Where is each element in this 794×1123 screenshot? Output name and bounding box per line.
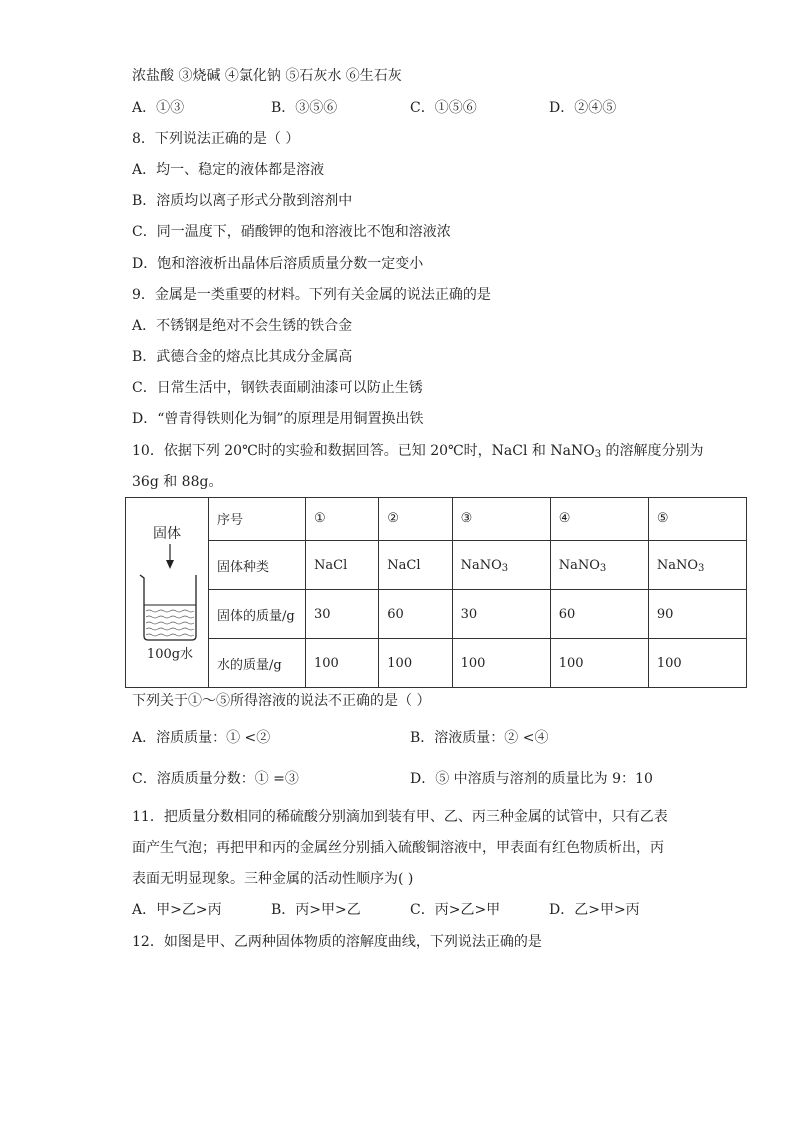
solid-type-3-sub: 3 [501,562,509,574]
q8-option-a: A．均一、稳定的液体都是溶液 [132,162,325,178]
water-mass-5: 100 [648,639,746,688]
number-2: ② [379,498,452,541]
solid-type-3-main: NaNO [460,557,502,573]
q7-option-d: D．②④⑤ [549,100,617,116]
water-mass-1: 100 [306,639,379,688]
q7-option-b: B．③⑤⑥ [271,100,338,116]
q11-option-a: A．甲>乙>丙 [132,902,222,918]
beaker-figure-cell [126,498,209,688]
number-3: ③ [452,498,550,541]
q10-stem-line1 [132,442,704,460]
water-hatching [146,610,194,636]
q9-option-c: C．日常生活中，钢铁表面刷油漆可以防止生锈 [132,380,423,396]
q7-option-c: C．①⑤⑥ [410,100,477,116]
solid-type-1 [306,540,379,590]
q11-option-b: B．丙>甲>乙 [271,902,361,918]
solid-mass-3: 30 [452,590,550,639]
solid-mass-4: 60 [550,590,648,639]
water-label: 100g水 [146,647,194,662]
number-4: ④ [550,498,648,541]
water-mass-2: 100 [379,639,452,688]
q11-stem-line1: 11．把质量分数相同的稀硫酸分别滴加到装有甲、乙、丙三种金属的试管中，只有乙表 [132,809,668,825]
q10-stem-pre: 10．依据下列 20℃时的实验和数据回答。已知 20℃时，NaCl 和 NaNO [132,443,595,459]
q8-option-c: C．同一温度下，硝酸钾的饱和溶液比不饱和溶液浓 [132,224,451,240]
q10-option-b: B．溶液质量：② <④ [410,730,549,746]
q8-stem: 8．下列说法正确的是（ ） [132,131,300,147]
q9-option-b: B．武德合金的熔点比其成分金属高 [132,349,353,365]
solid-type-5-sub: 3 [697,562,705,574]
number-5: ⑤ [648,498,746,541]
solid-type-1-main: NaCl [314,557,348,573]
q11-stem-line2: 面产生气泡；再把甲和丙的金属丝分别插入硫酸铜溶液中，甲表面有红色物质析出，丙 [132,840,664,856]
q11-option-d: D．乙>甲>丙 [549,902,640,918]
q10-option-c: C．溶质质量分数：① =③ [132,771,299,787]
solid-type-5-main: NaNO [656,557,698,573]
solid-type-4-sub: 3 [599,562,607,574]
q8-option-b: B．溶质均以离子形式分散到溶剂中 [132,193,353,209]
q11-stem-line3: 表面无明显现象。三种金属的活动性顺序为( ) [132,871,414,887]
q7-option-a: A．①③ [132,100,185,116]
header-water-mass: 水的质量/g [209,639,306,688]
solid-mass-1: 30 [306,590,379,639]
q10-option-d: D．⑤ 中溶质与溶剂的质量比为 9：10 [410,771,653,787]
q10-question: 下列关于①～⑤所得溶液的说法不正确的是（ ） [132,693,431,709]
solid-mass-5: 90 [648,590,746,639]
arrow-down-icon [166,560,174,569]
q9-option-d: D．“曾青得铁则化为铜”的原理是用铜置换出铁 [132,411,424,427]
q10-stem-line2: 36g 和 88g。 [132,474,223,490]
q9-stem: 9．金属是一类重要的材料。下列有关金属的说法正确的是 [132,287,491,303]
solid-type-4-main: NaNO [558,557,600,573]
solid-type-5 [648,540,746,590]
solid-type-2 [379,540,452,590]
solid-label: 固体 [153,526,181,542]
q7-substances-line: 浓盐酸 ③烧碱 ④氯化钠 ⑤石灰水 ⑥生石灰 [132,68,402,84]
header-solid-mass: 固体的质量/g [209,590,306,639]
header-solid-type: 固体种类 [209,540,306,590]
solid-type-4 [550,540,648,590]
experiment-table [125,497,747,688]
solid-mass-2: 60 [379,590,452,639]
q10-stem-sub: 3 [594,449,602,460]
q9-option-a: A．不锈钢是绝对不会生锈的铁合金 [132,318,353,334]
q12-stem: 12．如图是甲、乙两种固体物质的溶解度曲线，下列说法正确的是 [132,934,542,950]
water-mass-4: 100 [550,639,648,688]
solid-type-3 [452,540,550,590]
q11-option-c: C．丙>乙>甲 [410,902,501,918]
q10-option-a: A．溶质质量：① <② [132,730,271,746]
header-number: 序号 [209,498,306,541]
water-mass-3: 100 [452,639,550,688]
solid-type-2-main: NaCl [387,557,421,573]
number-1: ① [306,498,379,541]
q10-stem-post: 的溶解度分别为 [601,443,704,459]
q8-option-d: D．饱和溶液析出晶体后溶质质量分数一定变小 [132,256,424,272]
beaker-figure [126,498,208,683]
